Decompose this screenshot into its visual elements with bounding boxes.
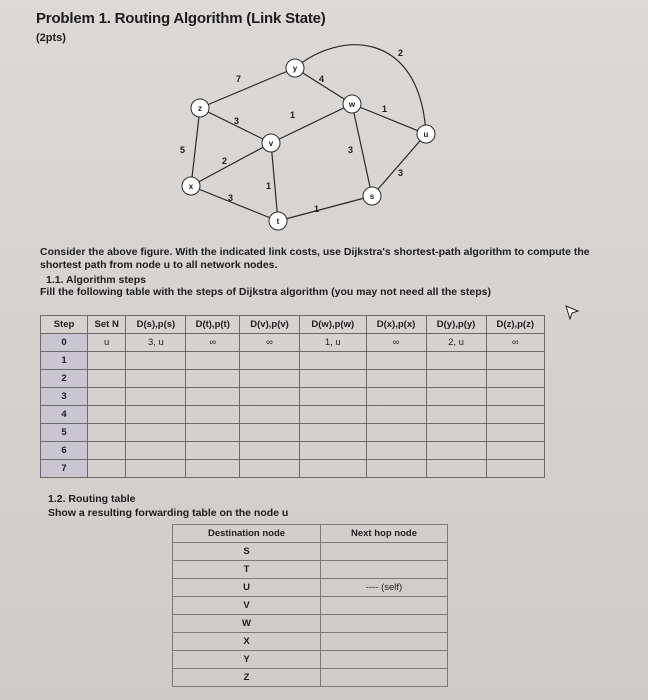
forwarding-header-row xyxy=(173,525,448,543)
dijkstra-cell xyxy=(486,460,544,478)
next-hop-cell: ---- (self) xyxy=(321,579,448,597)
destination-cell: X xyxy=(173,633,321,651)
dijkstra-cell xyxy=(88,460,126,478)
cost-s-u: 3 xyxy=(398,168,404,178)
destination-cell: Z xyxy=(173,669,321,687)
edge-v-w xyxy=(271,104,352,143)
edge-x-t xyxy=(191,186,278,221)
dijkstra-cell xyxy=(240,424,300,442)
header-dt: D(t),p(t) xyxy=(186,316,240,334)
header-dz: D(z),p(z) xyxy=(486,316,544,334)
next-hop-cell xyxy=(321,543,448,561)
next-hop-cell xyxy=(321,597,448,615)
node-label-u: u xyxy=(423,130,429,139)
edge-w-u xyxy=(352,104,426,134)
forwarding-row-7 xyxy=(173,669,448,687)
edge-v-t xyxy=(271,143,278,221)
problem-description: Consider the above figure. With the indicated link costs, use Dijkstra's shortest-path algorithm to compute the shortest path from node u to all network nodes. xyxy=(40,246,590,271)
dijkstra-cell xyxy=(426,442,486,460)
section-1-1-heading: 1.1. Algorithm steps xyxy=(46,274,146,286)
section-1-2-instruction: Show a resulting forwarding table on the node u xyxy=(48,507,289,519)
dijkstra-cell xyxy=(186,460,240,478)
dijkstra-cell xyxy=(366,388,426,406)
destination-cell: Y xyxy=(173,651,321,669)
step-cell: 4 xyxy=(41,406,88,424)
node-label-s: s xyxy=(369,192,375,201)
destination-cell: U xyxy=(173,579,321,597)
edge-w-s xyxy=(352,104,372,196)
step-cell: 5 xyxy=(41,424,88,442)
node-label-v: v xyxy=(268,139,274,148)
dijkstra-row-7 xyxy=(41,460,545,478)
dijkstra-cell xyxy=(126,460,186,478)
dijkstra-cell xyxy=(366,442,426,460)
edge-z-y xyxy=(200,68,295,108)
forwarding-row-4 xyxy=(173,615,448,633)
dijkstra-cell xyxy=(366,370,426,388)
forwarding-table xyxy=(172,524,448,687)
dijkstra-cell xyxy=(300,442,366,460)
cost-v-w: 1 xyxy=(290,110,296,120)
dijkstra-cell: 1, u xyxy=(300,334,366,352)
step-cell: 3 xyxy=(41,388,88,406)
dijkstra-row-3 xyxy=(41,388,545,406)
node-label-w: w xyxy=(348,100,356,109)
dijkstra-cell xyxy=(126,370,186,388)
dijkstra-cell xyxy=(300,460,366,478)
dijkstra-row-6 xyxy=(41,442,545,460)
dijkstra-cell xyxy=(426,352,486,370)
dijkstra-cell xyxy=(300,406,366,424)
header-dx: D(x),p(x) xyxy=(366,316,426,334)
dijkstra-cell xyxy=(126,388,186,406)
dijkstra-cell xyxy=(186,352,240,370)
dijkstra-row-5 xyxy=(41,424,545,442)
problem-title: Problem 1. Routing Algorithm (Link State) xyxy=(36,10,326,27)
node-label-z: z xyxy=(198,104,202,113)
dijkstra-cell xyxy=(88,370,126,388)
dijkstra-cell xyxy=(426,460,486,478)
forwarding-row-2 xyxy=(173,579,448,597)
next-hop-cell xyxy=(321,561,448,579)
node-label-y: y xyxy=(292,64,298,73)
dijkstra-row-4 xyxy=(41,406,545,424)
dijkstra-cell xyxy=(186,442,240,460)
dijkstra-cell xyxy=(300,370,366,388)
dijkstra-header-row xyxy=(41,316,545,334)
dijkstra-cell xyxy=(126,406,186,424)
mouse-pointer-icon xyxy=(565,305,579,321)
dijkstra-cell xyxy=(366,424,426,442)
dijkstra-row-1 xyxy=(41,352,545,370)
header-next-hop-node: Next hop node xyxy=(321,525,448,543)
header-destination-node: Destination node xyxy=(173,525,321,543)
dijkstra-cell xyxy=(88,442,126,460)
forwarding-row-6 xyxy=(173,651,448,669)
dijkstra-cell xyxy=(426,406,486,424)
dijkstra-cell xyxy=(300,388,366,406)
cost-y-u: 2 xyxy=(398,48,404,58)
dijkstra-cell: 2, u xyxy=(426,334,486,352)
destination-cell: T xyxy=(173,561,321,579)
step-cell: 6 xyxy=(41,442,88,460)
dijkstra-table-body xyxy=(41,334,545,478)
edge-y-u xyxy=(292,45,426,134)
header-step: Step xyxy=(41,316,88,334)
header-dw: D(w),p(w) xyxy=(300,316,366,334)
dijkstra-cell xyxy=(426,388,486,406)
dijkstra-cell xyxy=(88,406,126,424)
dijkstra-cell xyxy=(486,352,544,370)
next-hop-cell xyxy=(321,633,448,651)
cost-x-t: 3 xyxy=(228,193,234,203)
dijkstra-cell xyxy=(300,352,366,370)
header-dv: D(v),p(v) xyxy=(240,316,300,334)
dijkstra-cell: ∞ xyxy=(366,334,426,352)
node-label-t: t xyxy=(276,217,280,226)
step-cell: 2 xyxy=(41,370,88,388)
dijkstra-cell: u xyxy=(88,334,126,352)
next-hop-cell xyxy=(321,615,448,633)
forwarding-table-body xyxy=(173,543,448,687)
header-set-n: Set N xyxy=(88,316,126,334)
dijkstra-cell xyxy=(426,424,486,442)
dijkstra-cell xyxy=(486,424,544,442)
next-hop-cell xyxy=(321,651,448,669)
cost-z-x: 5 xyxy=(180,145,186,155)
step-cell: 7 xyxy=(41,460,88,478)
dijkstra-cell xyxy=(240,460,300,478)
next-hop-cell xyxy=(321,669,448,687)
dijkstra-row-2 xyxy=(41,370,545,388)
points-label: (2pts) xyxy=(36,32,66,44)
cost-y-w: 4 xyxy=(319,74,325,84)
dijkstra-cell: ∞ xyxy=(240,334,300,352)
dijkstra-cell xyxy=(126,352,186,370)
dijkstra-cell xyxy=(486,406,544,424)
dijkstra-cell xyxy=(186,370,240,388)
destination-cell: S xyxy=(173,543,321,561)
dijkstra-cell: ∞ xyxy=(486,334,544,352)
section-1-1-instruction: Fill the following table with the steps of Dijkstra algorithm (you may not need all the steps) xyxy=(40,286,491,298)
dijkstra-cell: 3, u xyxy=(126,334,186,352)
dijkstra-cell xyxy=(486,442,544,460)
dijkstra-cell xyxy=(126,424,186,442)
dijkstra-cell xyxy=(486,370,544,388)
node-label-x: x xyxy=(188,182,194,191)
cost-x-v: 2 xyxy=(222,156,228,166)
step-cell: 1 xyxy=(41,352,88,370)
dijkstra-cell xyxy=(240,406,300,424)
dijkstra-cell xyxy=(486,388,544,406)
dijkstra-cell xyxy=(88,388,126,406)
section-1-2-heading: 1.2. Routing table xyxy=(48,493,136,505)
dijkstra-cell xyxy=(186,406,240,424)
forwarding-row-1 xyxy=(173,561,448,579)
edge-z-x xyxy=(191,108,200,186)
forwarding-row-3 xyxy=(173,597,448,615)
dijkstra-cell xyxy=(240,442,300,460)
dijkstra-cell xyxy=(186,424,240,442)
dijkstra-cell xyxy=(366,352,426,370)
cost-v-t: 1 xyxy=(266,181,272,191)
dijkstra-table xyxy=(40,315,545,478)
dijkstra-cell xyxy=(300,424,366,442)
header-ds: D(s),p(s) xyxy=(126,316,186,334)
dijkstra-cell xyxy=(240,370,300,388)
dijkstra-cell: ∞ xyxy=(186,334,240,352)
dijkstra-cell xyxy=(426,370,486,388)
dijkstra-cell xyxy=(88,424,126,442)
cost-t-s: 1 xyxy=(314,204,320,214)
edge-s-u xyxy=(372,134,426,196)
cost-w-u: 1 xyxy=(382,104,388,114)
dijkstra-cell xyxy=(366,460,426,478)
dijkstra-cell xyxy=(88,352,126,370)
dijkstra-cell xyxy=(126,442,186,460)
step-cell: 0 xyxy=(41,334,88,352)
dijkstra-cell xyxy=(366,406,426,424)
edge-x-v xyxy=(191,143,271,186)
forwarding-row-5 xyxy=(173,633,448,651)
dijkstra-cell xyxy=(240,352,300,370)
destination-cell: W xyxy=(173,615,321,633)
dijkstra-cell xyxy=(240,388,300,406)
dijkstra-cell xyxy=(186,388,240,406)
cost-z-y: 7 xyxy=(236,74,242,84)
dijkstra-row-0 xyxy=(41,334,545,352)
destination-cell: V xyxy=(173,597,321,615)
edge-t-s xyxy=(278,196,372,221)
cost-z-v: 3 xyxy=(234,116,240,126)
cost-w-s: 3 xyxy=(348,145,354,155)
header-dy: D(y),p(y) xyxy=(426,316,486,334)
network-graph xyxy=(0,0,648,245)
forwarding-row-0 xyxy=(173,543,448,561)
